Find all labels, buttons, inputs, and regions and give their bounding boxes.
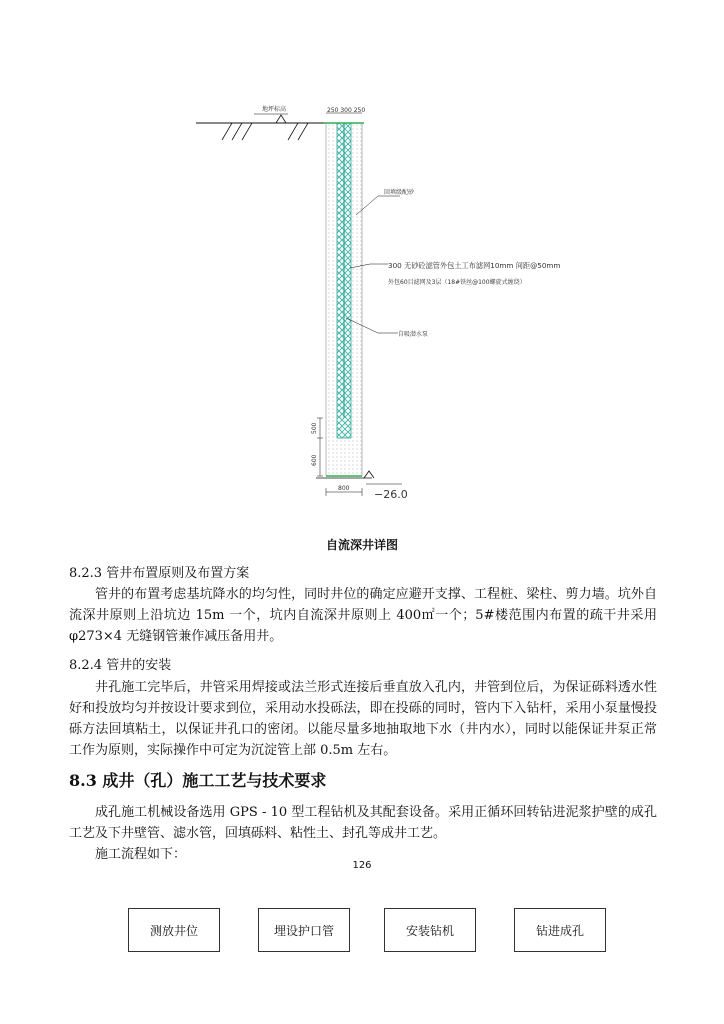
paragraph-8-3-text: 成孔施工机械设备选用 GPS - 10 型工程钻机及其配套设备。采用正循环回转钻进泥浆护壁的成孔工艺及下井壁管、滤水管，回填砾料、粘性土、封孔等成井工艺。 [69,805,657,841]
page-number: 126 [352,860,372,871]
paragraph-8-2-4 [69,677,657,761]
flow-step-label: 测放井位 [149,923,198,938]
dim-500-label: 500 [311,422,318,434]
paragraph-8-3 [69,802,657,865]
dim-800-label: 800 [338,485,350,492]
flow-step-rig [384,908,476,952]
ground-line [196,114,326,140]
figure-caption: 自流深井详图 [325,538,398,552]
flow-step-label: 安装钻机 [405,923,454,938]
paragraph-8-2-3 [69,584,657,647]
heading-8-3: 8.3 成井（孔）施工工艺与技术要求 [69,771,327,790]
heading-8-2-4: 8.2.4 管井的安装 [69,658,172,673]
pipe-label-line2: 外包60目滤网及3层（18#铁丝@100螺旋式缠绕） [388,279,526,286]
dim-600-label: 600 [311,454,318,466]
dim-top-label: 250 300 250 [327,107,366,114]
flow-step-label: 埋设护口管 [273,923,334,938]
paragraph-8-2-3-text: 管井的布置考虑基坑降水的均匀性，同时井位的确定应避开支撑、工程桩、梁柱、剪力墙。坑外自流深井原则上沿坑边 15m 一个，坑内自流深井原则上 400㎡一个；5#楼范围内布置的疏干井采用 φ273×4 无缝钢管兼作减压备用井。 [69,587,657,644]
flow-step-label: 钻进成孔 [535,923,584,938]
pump-label: 自吸潜水泵 [398,331,429,338]
flow-step-survey [128,908,220,952]
pipe-label-line1: 300 无砂砼滤管外包土工布滤网10mm 间距@50mm [388,261,561,270]
flow-step-casing [258,908,350,952]
ground-label: 地坪标高 [262,106,287,113]
heading-8-2-3: 8.2.3 管井布置原则及布置方案 [69,566,250,581]
depth-label: −26.0 [374,488,408,501]
paragraph-8-3-flow: 施工流程如下： [95,847,187,862]
backfill-label: 回填级配砂 [384,189,415,196]
flow-step-drill [514,908,606,952]
paragraph-8-2-4-text: 井孔施工完毕后，井管采用焊接或法兰形式连接后垂直放入孔内，井管到位后，为保证砾料透水性好和投放均匀并按设计要求到位，采用动水投砾法，即在投砾的同时，管内下入钻杆，采用小泵量慢投砾方法回填粘土，以保证井孔口的密闭。以能尽量多地抽取地下水（井内水），同时以能保证井泵正常工作为原则，实际操作中可定为沉淀管上部 0.5m 左右。 [69,680,657,758]
